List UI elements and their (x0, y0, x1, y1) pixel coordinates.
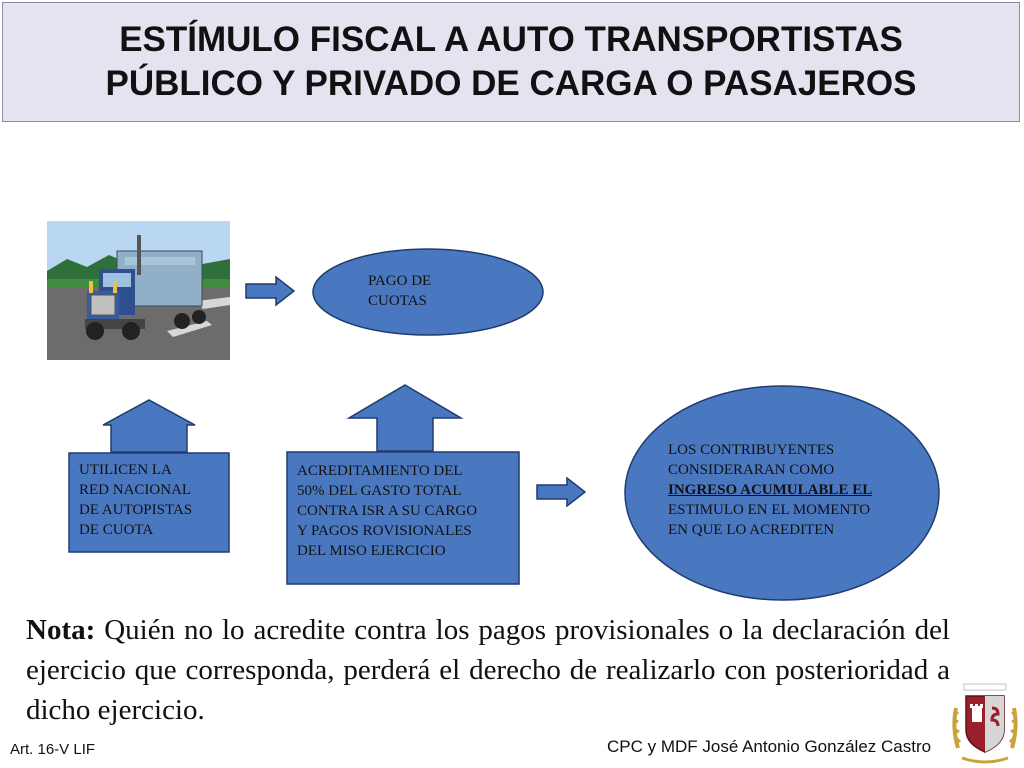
note-label: Nota: (26, 614, 96, 646)
title-line-2: PÚBLICO Y PRIVADO DE CARGA O PASAJEROS (105, 64, 917, 103)
institute-seal-icon (948, 678, 1022, 766)
acreditamiento-label (297, 461, 512, 561)
utilicen-label (79, 460, 224, 540)
pago-cuotas-line-1: PAGO DE (368, 273, 432, 289)
pago-cuotas-line-2: CUOTAS (368, 293, 427, 309)
truck-illustration (47, 221, 230, 360)
contribuyentes-line-1: LOS CONTRIBUYENTES (668, 442, 835, 458)
acreditamiento-line-3: CONTRA ISR A SU CARGO (297, 503, 478, 519)
utilicen-line-4: DE CUOTA (79, 522, 154, 538)
contribuyentes-line-5: EN QUE LO ACREDITEN (668, 522, 835, 538)
title-banner (2, 2, 1020, 122)
up-arrow-left-icon (103, 400, 195, 452)
title-line-1: ESTÍMULO FISCAL A AUTO TRANSPORTISTAS (119, 20, 903, 59)
contribuyentes-line-2: CONSIDERARAN COMO (668, 462, 835, 478)
acreditamiento-line-5: DEL MISO EJERCICIO (297, 543, 446, 559)
arrow-right-center-icon (537, 478, 585, 506)
utilicen-line-2: RED NACIONAL (79, 482, 192, 498)
utilicen-line-1: UTILICEN LA (79, 462, 172, 478)
acreditamiento-line-4: Y PAGOS ROVISIONALES (297, 523, 472, 539)
pago-cuotas-node (311, 247, 545, 337)
acreditamiento-node (286, 451, 520, 585)
contribuyentes-label (668, 440, 933, 540)
up-arrow-center-icon (349, 385, 461, 451)
author-credit: CPC y MDF José Antonio González Castro (607, 737, 932, 756)
article-reference: Art. 16-V LIF (10, 741, 96, 758)
acreditamiento-line-2: 50% DEL GASTO TOTAL (297, 483, 462, 499)
note-text: Quién no lo acredite contra los pagos provisionales o la declaración del ejercicio que corresponda, perderá el derecho de realizarlo con posterioridad a dicho ejercicio. (26, 614, 950, 726)
utilicen-node (68, 452, 230, 553)
contribuyentes-line-3: INGRESO ACUMULABLE EL (668, 482, 873, 498)
acreditamiento-line-1: ACREDITAMIENTO DEL (297, 463, 463, 479)
contribuyentes-node (623, 384, 941, 602)
utilicen-line-3: DE AUTOPISTAS (79, 502, 193, 518)
contribuyentes-line-4: ESTIMULO EN EL MOMENTO (668, 502, 871, 518)
note-paragraph (26, 610, 950, 730)
pago-cuotas-label (368, 271, 431, 311)
